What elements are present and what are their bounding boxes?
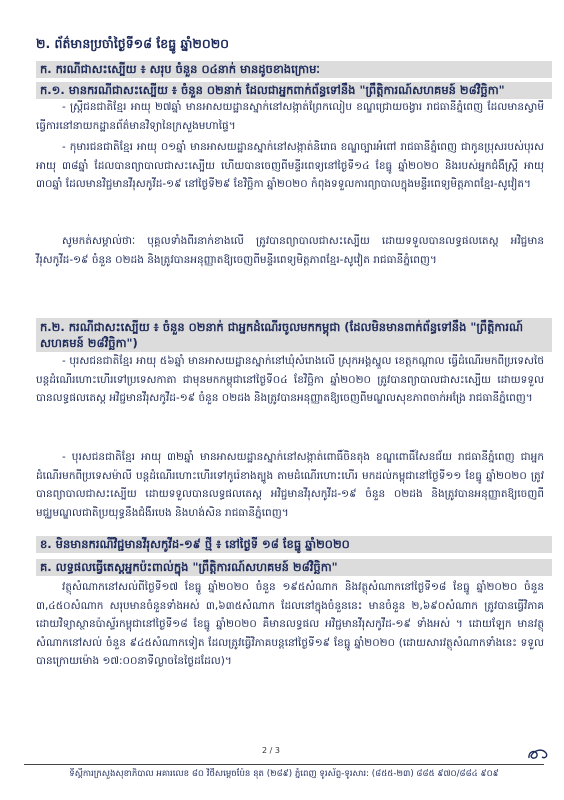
footer-divider xyxy=(24,764,544,765)
paragraph-ka1-note: សូមកត់សម្គាល់ថាៈ បុគ្គលទាំងពីរនាក់ខាងលើ ត្រូវបានព្យាបាលជាសះស្បើយ ដោយទទួលបានលទ្ធផលតេស្ត អវិជ្ជមានវីរុសកូវីដ-១៩ ចំនួន ០២ដង និងត្រូវបានអនុញ្ញាតឱ្យចេញពីមន្ទីរពេទ្យមិត្តភាពខ្មែរ-សូវៀត រាជធានីភ្នំពេញ។ xyxy=(36,235,544,266)
paragraph-ka2-man-32: - បុរសជនជាតិខ្មែរ អាយុ ៣២ឆ្នាំ មានអាសយដ្ឋានស្នាក់នៅសង្កាត់ពោធិ៍ចិនតុង ខណ្ឌពោធិ៍សែនជ័យ រាជធានីភ្នំពេញ ជាអ្នកដំណើរមកពីប្រទេសម៉ាលី បន្តដំណើរហោះហើរទៅកូរ៉េខាងត្បូង តាមដំណើរហោះហើរ មកដល់កម្ពុជានៅថ្ងៃទី១១ ខែធ្នូ ឆ្នាំ២០២០ ត្រូវបានព្យាបាលជាសះស្បើយ ដោយទទួលបានលទ្ធផលតេស្ត អវិជ្ជមានវីរុសកូវីដ-១៩ ចំនួន ០២ដង និងត្រូវបានអនុញ្ញាតឱ្យចេញពីមជ្ឈមណ្ឌលជាតិប្រយុទ្ធនឹងជំងឺរបេង និងហង់សិន រាជធានីភ្នំពេញ។ xyxy=(36,451,544,519)
heading-ko: គ. លទ្ធផលធ្វើតេស្តអ្នកប៉ះពាល់ក្នុង "ព្រឹត្តិការណ៍សហគមន៍ ២៨វិច្ឆិកា" xyxy=(36,559,552,576)
section-title: ២. ព័ត៌មានប្រចាំថ្ងៃទី១៨ ខែធ្នូ ឆ្នាំ២០២០ xyxy=(36,36,230,51)
heading-kha: ខ. មិនមានករណីវិជ្ជមានវីរុសកូវីដ-១៩ ថ្មី ៖ នៅថ្ងៃទី ១៨ ខែធ្នូ ឆ្នាំ២០២០ xyxy=(36,536,552,553)
signature-initial xyxy=(526,744,550,764)
page-number: 2 / 3 xyxy=(262,746,280,755)
heading-ka2: ក.២. ករណីជាសះស្បើយ ៖ ចំនួន ០២នាក់ ជាអ្នកដំណើរចូលមកកម្ពុជា (ដែលមិនមានពាក់ព័ន្ធទៅនឹង "ព្រឹត្តិការណ៍សហគមន៍ ២៨វិច្ឆិកា") xyxy=(36,318,552,352)
heading-ka1: ក.១. មានករណីជាសះស្បើយ ៖ ចំនួន ០២នាក់ ដែលជាអ្នកពាក់ព័ន្ធទៅនឹង "ព្រឹត្តិការណ៍សហគមន៍ ២៨វិច្ឆិកា" xyxy=(36,82,552,99)
paragraph-ko-results: វត្ថុសំណាកនៅសល់ពីថ្ងៃទី១៧ ខែធ្នូ ឆ្នាំ២០២០ ចំនួន ១៩៥សំណាក និងវត្ថុសំណាកនៅថ្ងៃទី១៨ ខែធ្នូ ឆ្នាំ២០២០ ចំនួន ៣,៤៥០សំណាក សរុបមានចំនួនទាំងអស់ ៣,៦៣៥សំណាក ដែលនៅក្នុងចំនួននេះ មានចំនួន ២,៦៩០សំណាក ត្រូវបានធ្វើវិភាគដោយវិទ្យាស្ថានប៉ាស្ទ័រកម្ពុជានៅថ្ងៃទី១៨ ខែធ្នូ ឆ្នាំ២០២០ គឺមានលទ្ធផល អវិជ្ជមានវីរុសកូវីដ-១៩ ទាំងអស់ ។ ដោយឡែក មានវត្ថុសំណាកនៅសល់ ចំនួន ៩៤៥សំណាកទៀត ដែលត្រូវធ្វើវិភាគបន្តនៅថ្ងៃទី១៩ ខែធ្នូ ឆ្នាំ២០២០ (ដោយសារវត្ថុសំណាកទាំងនេះ ទទួលបានក្រោយម៉ោង ១៧:០០នាទីល្ងាចនៃថ្ងៃដដែល)។ xyxy=(36,581,544,668)
paragraph-ka2-man-56: - បុរសជនជាតិខ្មែរ អាយុ ៥៦ឆ្នាំ មានអាសយដ្ឋានស្នាក់នៅឃុំសំរោងលើ ស្រុកអង្គស្នួល ខេត្តកណ្ដាល ធ្វើដំណើរមកពីប្រទេសថៃ បន្តដំណើរហោះហើរទៅប្រទេសកាតា ជាមុនមកកម្ពុជានៅថ្ងៃទី០៤ ខែវិច្ឆិកា ឆ្នាំ២០២០ ត្រូវបានព្យាបាលជាសះស្បើយ ដោយទទួលបានលទ្ធផលតេស្ត អវិជ្ជមានវីរុសកូវីដ-១៩ ចំនួន ០២ដង និងត្រូវបានអនុញ្ញាតឱ្យចេញពីមណ្ឌលសុខភាពចាក់អង្រែ រាជធានីភ្នំពេញ។ xyxy=(36,355,544,405)
heading-ka: ក. ករណីជាសះស្បើយ ៖ សរុប ចំនួន ០៤នាក់ មានដូចខាងក្រោមៈ xyxy=(36,61,552,78)
paragraph-ka1-woman: - ស្ត្រីជនជាតិខ្មែរ អាយុ ២៧ឆ្នាំ មានអាសយដ្ឋានស្នាក់នៅសង្កាត់ព្រែកលៀប ខណ្ឌជ្រោយចង្វារ រាជធានីភ្នំពេញ ដែលមានស្វាមីធ្វើការនៅនាយកដ្ឋានព័ត៌មានវិទ្យានៃក្រសួងមហាផ្ទៃ។ xyxy=(36,101,544,132)
footer-address: ទីស្តីការក្រសួងសុខាភិបាល អគារលេខ ៨០ វិថីសម្តេចប៉ែន នុត (២៨៩) ភ្នំពេញ ទូរស័ព្ទ-ទូរសារ: (៨៥៥-២៣) ៨៨៥ ៩៧០/៨៨៤ ៩០៩ xyxy=(69,769,499,779)
paragraph-ka1-child: - កុមារជនជាតិខ្មែរ អាយុ ០១ឆ្នាំ មានអាសយដ្ឋានស្នាក់នៅសង្កាត់និរោធ ខណ្ឌច្បារអំពៅ រាជធានីភ្នំពេញ ជាកូនប្រុសរបស់បុរសអាយុ ៣៨ឆ្នាំ ដែលបានព្យាបាលជាសះស្បើយ ហើយបានចេញពីមន្ទីរពេទ្យនៅថ្ងៃទី១៤ ខែធ្នូ ឆ្នាំ២០២០ និងរបស់អ្នកជំងឺស្ត្រី អាយុ ៣០ឆ្នាំ ដែលមានវិជ្ជមានវីរុសកូវីដ-១៩ នៅថ្ងៃទី២៩ ខែវិច្ឆិកា ឆ្នាំ២០២០ កំពុងទទួលការព្យាបាលក្នុងមន្ទីរពេទ្យមិត្តភាពខ្មែរ-សូវៀត។ xyxy=(36,141,544,191)
